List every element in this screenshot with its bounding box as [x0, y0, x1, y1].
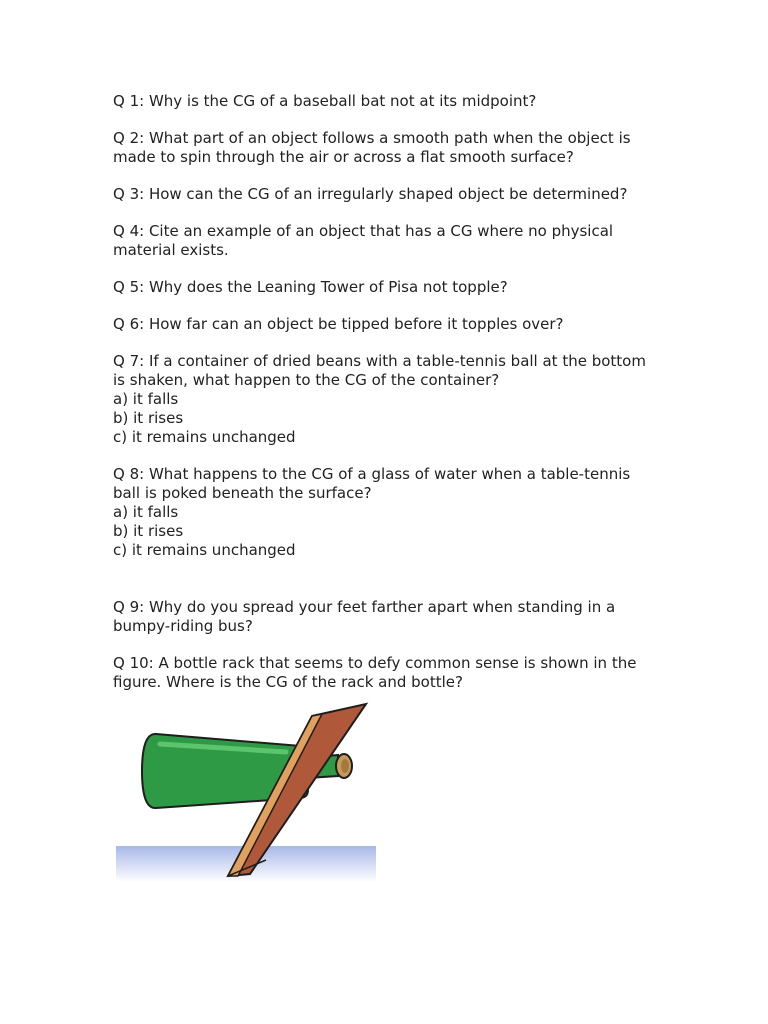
question-5 [113, 278, 658, 297]
answer-option-b: b) it rises [113, 409, 184, 427]
question-1 [113, 92, 658, 111]
question-8 [113, 465, 658, 560]
question-2 [113, 129, 658, 167]
answer-option-a: a) it falls [113, 390, 179, 408]
question-text: Q 9: Why do you spread your feet farther apart when standing in a bumpy-riding bus? [113, 598, 616, 635]
question-text: Q 7: If a container of dried beans with a table-tennis ball at the bottom is shaken, what happen to the CG of the container? [113, 352, 646, 389]
answer-option-b: b) it rises [113, 522, 184, 540]
question-text: Q 6: How far can an object be tipped before it topples over? [113, 315, 564, 333]
question-text: Q 5: Why does the Leaning Tower of Pisa not topple? [113, 278, 508, 296]
answer-option-c: c) it remains unchanged [113, 428, 296, 446]
question-text: Q 10: A bottle rack that seems to defy common sense is shown in the figure. Where is the CG of the rack and bottle? [113, 654, 637, 691]
answer-option-c: c) it remains unchanged [113, 541, 296, 559]
question-text: Q 4: Cite an example of an object that has a CG where no physical material exists. [113, 222, 614, 259]
question-7 [113, 352, 658, 447]
question-9 [113, 598, 658, 636]
question-4 [113, 222, 658, 260]
answer-option-a: a) it falls [113, 503, 179, 521]
bottle-rack-figure [116, 700, 376, 882]
question-text: Q 1: Why is the CG of a baseball bat not at its midpoint? [113, 92, 537, 110]
question-6 [113, 315, 658, 334]
question-10 [113, 654, 658, 692]
bottle-rack-illustration [116, 700, 376, 882]
question-text: Q 8: What happens to the CG of a glass of water when a table-tennis ball is poked beneath the surface? [113, 465, 631, 502]
question-text: Q 2: What part of an object follows a smooth path when the object is made to spin through the air or across a flat smooth surface? [113, 129, 631, 166]
question-3 [113, 185, 658, 204]
worksheet [113, 92, 658, 710]
question-text: Q 3: How can the CG of an irregularly shaped object be determined? [113, 185, 628, 203]
